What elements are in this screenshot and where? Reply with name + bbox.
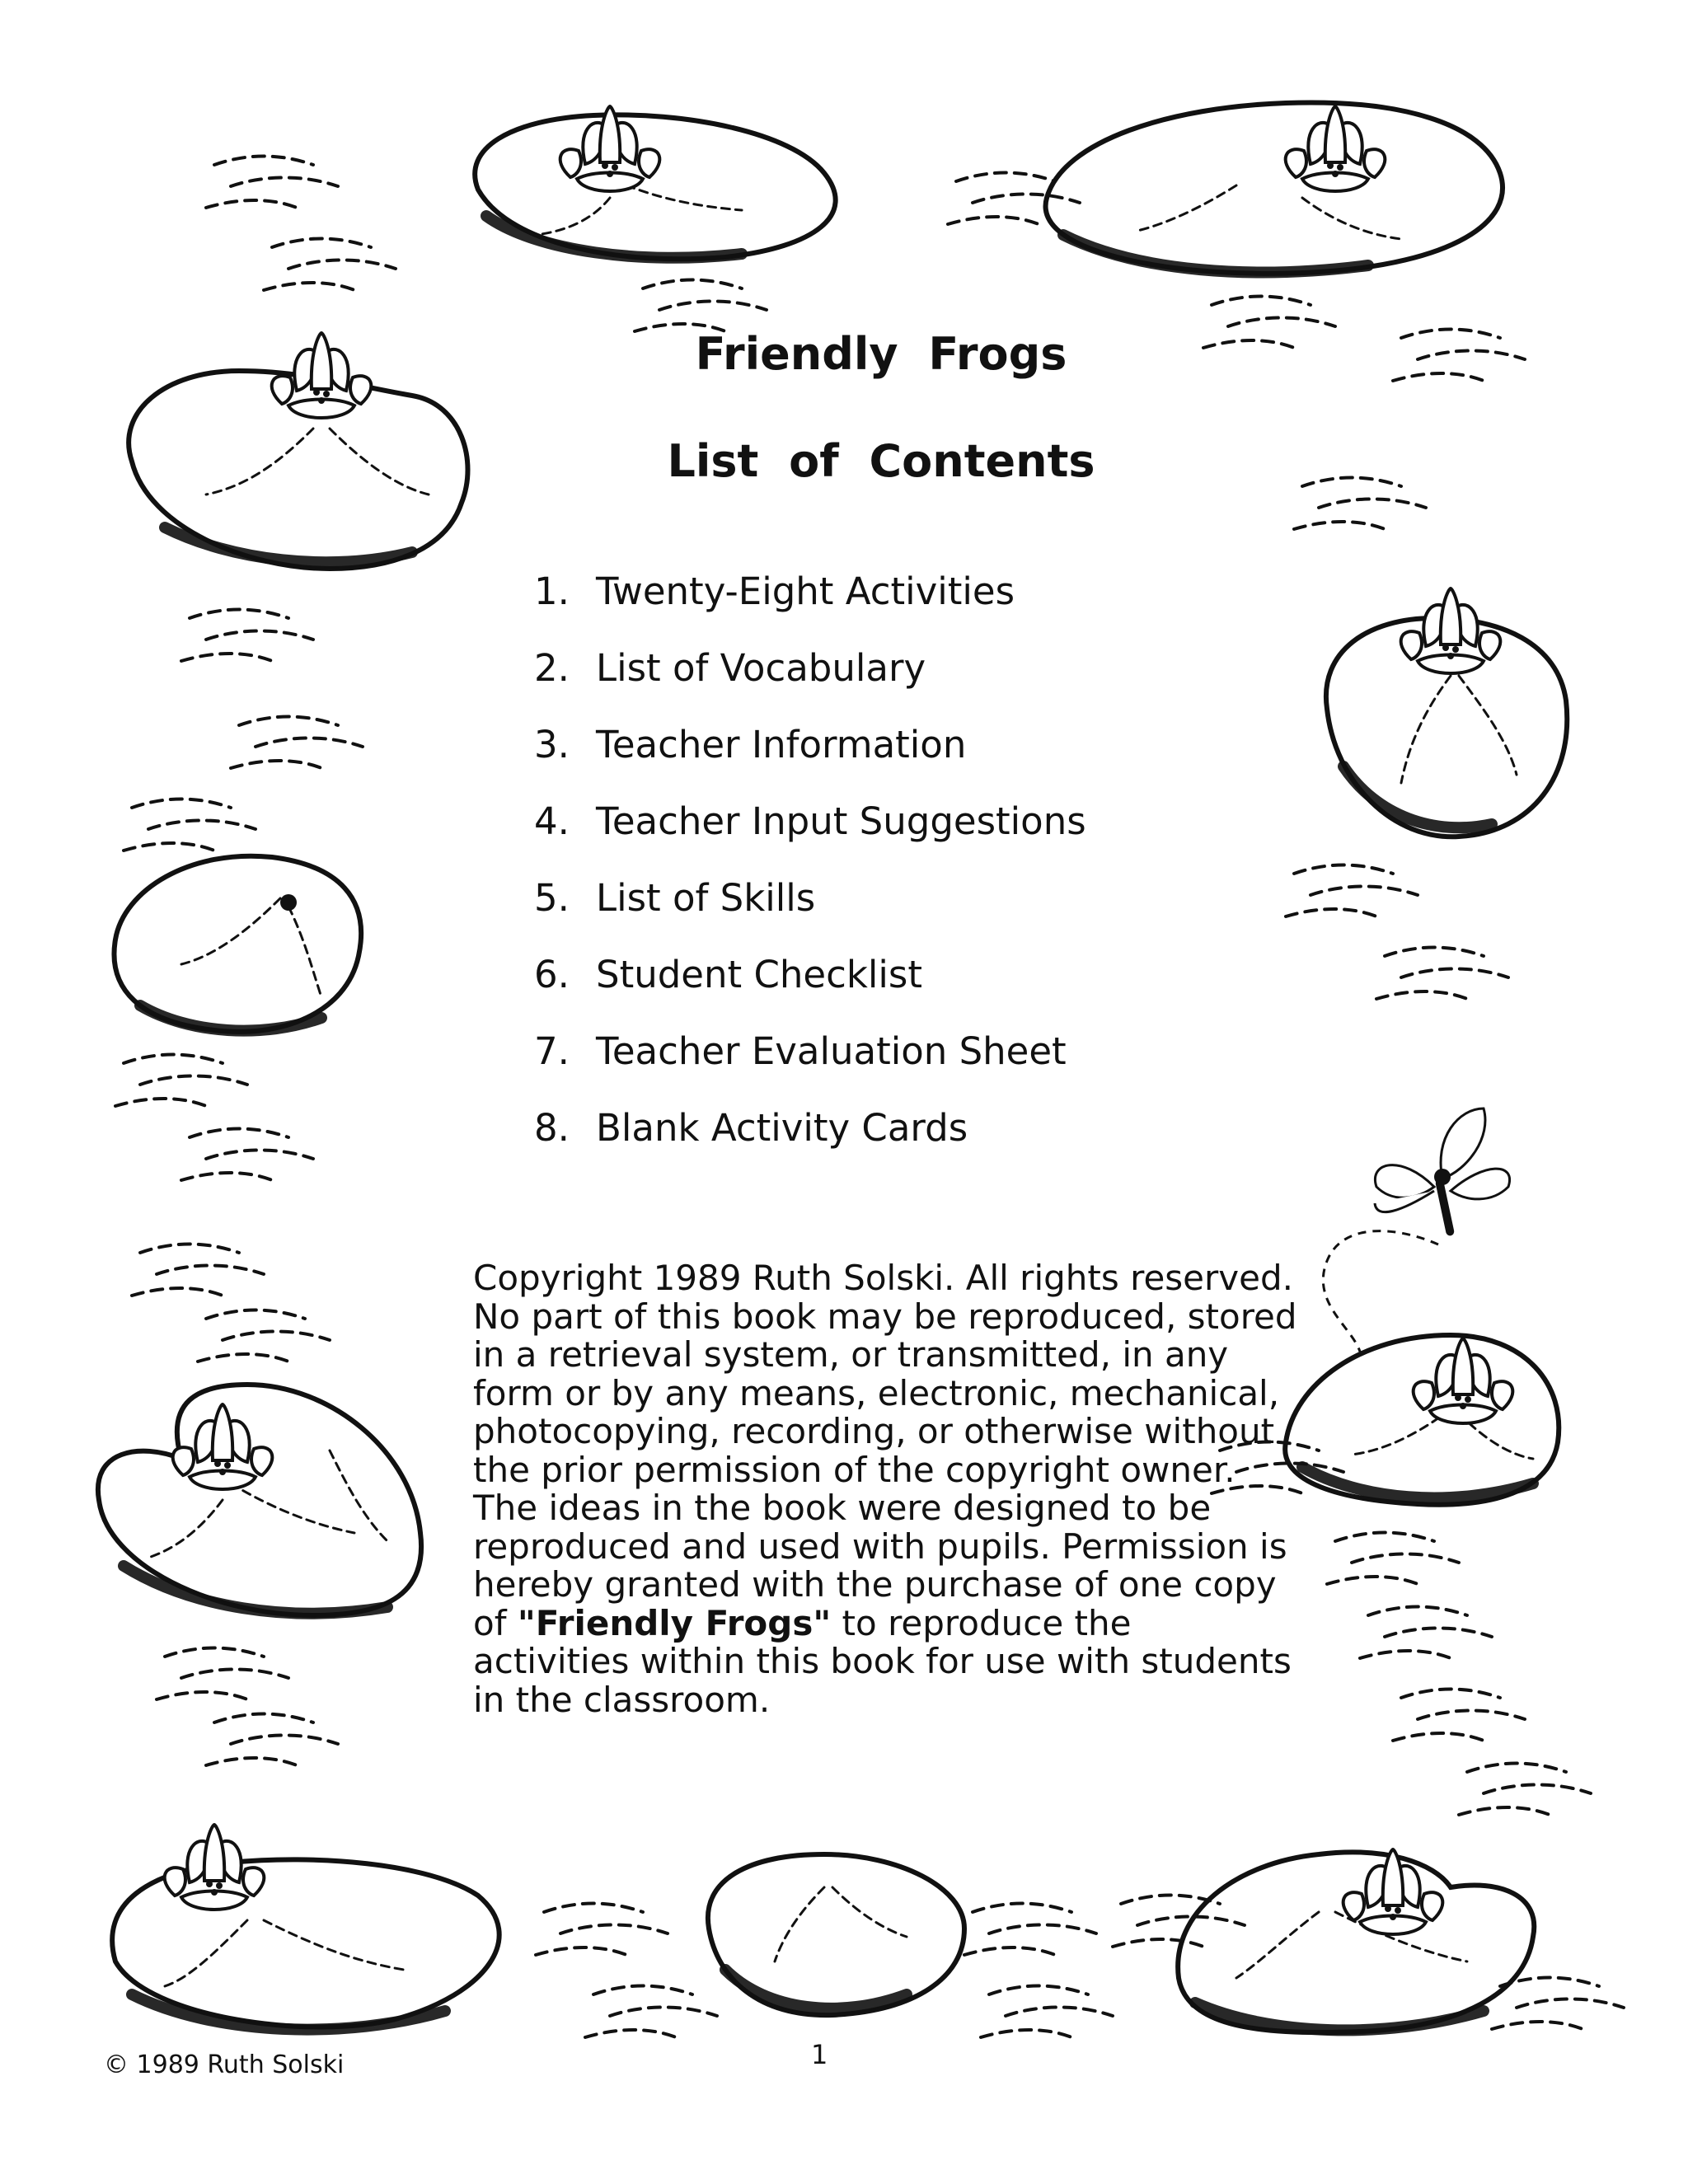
list-item [534, 1105, 1358, 1182]
item-number: 4. [534, 799, 570, 843]
list-item [534, 722, 1358, 799]
lily-pad-icon [1046, 102, 1503, 273]
lily-pad-icon [115, 856, 362, 1032]
list-item [534, 645, 1358, 722]
water-ripple-icon [124, 610, 363, 851]
item-label: List of Skills [596, 876, 816, 920]
water-ripple-icon [157, 1648, 338, 1766]
item-number: 3. [534, 723, 570, 766]
list-item [534, 569, 1358, 645]
item-label: List of Vocabulary [596, 646, 926, 690]
water-ripple-icon [115, 1055, 330, 1362]
item-label: Twenty-Eight Activities [596, 569, 1015, 613]
item-number: 2. [534, 646, 570, 690]
item-label: Teacher Evaluation Sheet [596, 1029, 1067, 1073]
book-title: "Friendly Frogs" [517, 1602, 832, 1643]
contents-list [534, 569, 1358, 1182]
lily-pad-icon [708, 1854, 964, 2015]
list-item [534, 952, 1358, 1029]
copyright-text-end: to reproduce the activities within this book for use with students in the classroom. [473, 1602, 1292, 1720]
lily-pad-icon [98, 1385, 421, 1615]
page-number: 1 [811, 2039, 828, 2070]
item-number: 8. [534, 1106, 570, 1150]
lily-pad-icon [112, 1825, 499, 2030]
copyright-text: Copyright 1989 Ruth Solski. All rights reserved. No part of this book may be reproduced, stored in a retrieval system, or transmitted, in any form or by any means, electronic, mechanical, photocopying, recording, or otherwise without the prior permission of the copyright owner. The ideas in the book were designed to be reproduced and used with pupils. Permission is hereby granted with the purchase of one copy of [473, 1258, 1297, 1643]
item-number: 7. [534, 1029, 570, 1073]
item-number: 6. [534, 953, 570, 996]
footer-copyright: © 1989 Ruth Solski [104, 2050, 345, 2079]
item-number: 1. [534, 569, 570, 613]
item-label: Teacher Input Suggestions [596, 799, 1086, 843]
list-item [534, 875, 1358, 952]
item-label: Student Checklist [596, 953, 922, 996]
contents-heading: List of Contents [667, 435, 1095, 487]
copyright-notice [473, 1259, 1297, 1719]
list-item [534, 1029, 1358, 1105]
list-item [534, 799, 1358, 875]
item-label: Blank Activity Cards [596, 1106, 968, 1150]
item-number: 5. [534, 876, 570, 920]
lily-pad-icon [1178, 1849, 1534, 2032]
lily-pad-icon [1285, 1335, 1559, 1505]
item-label: Teacher Information [596, 723, 967, 766]
lily-pad-icon [475, 106, 836, 259]
page-title: Friendly Frogs [695, 328, 1067, 380]
lily-pad-icon [1326, 588, 1567, 837]
